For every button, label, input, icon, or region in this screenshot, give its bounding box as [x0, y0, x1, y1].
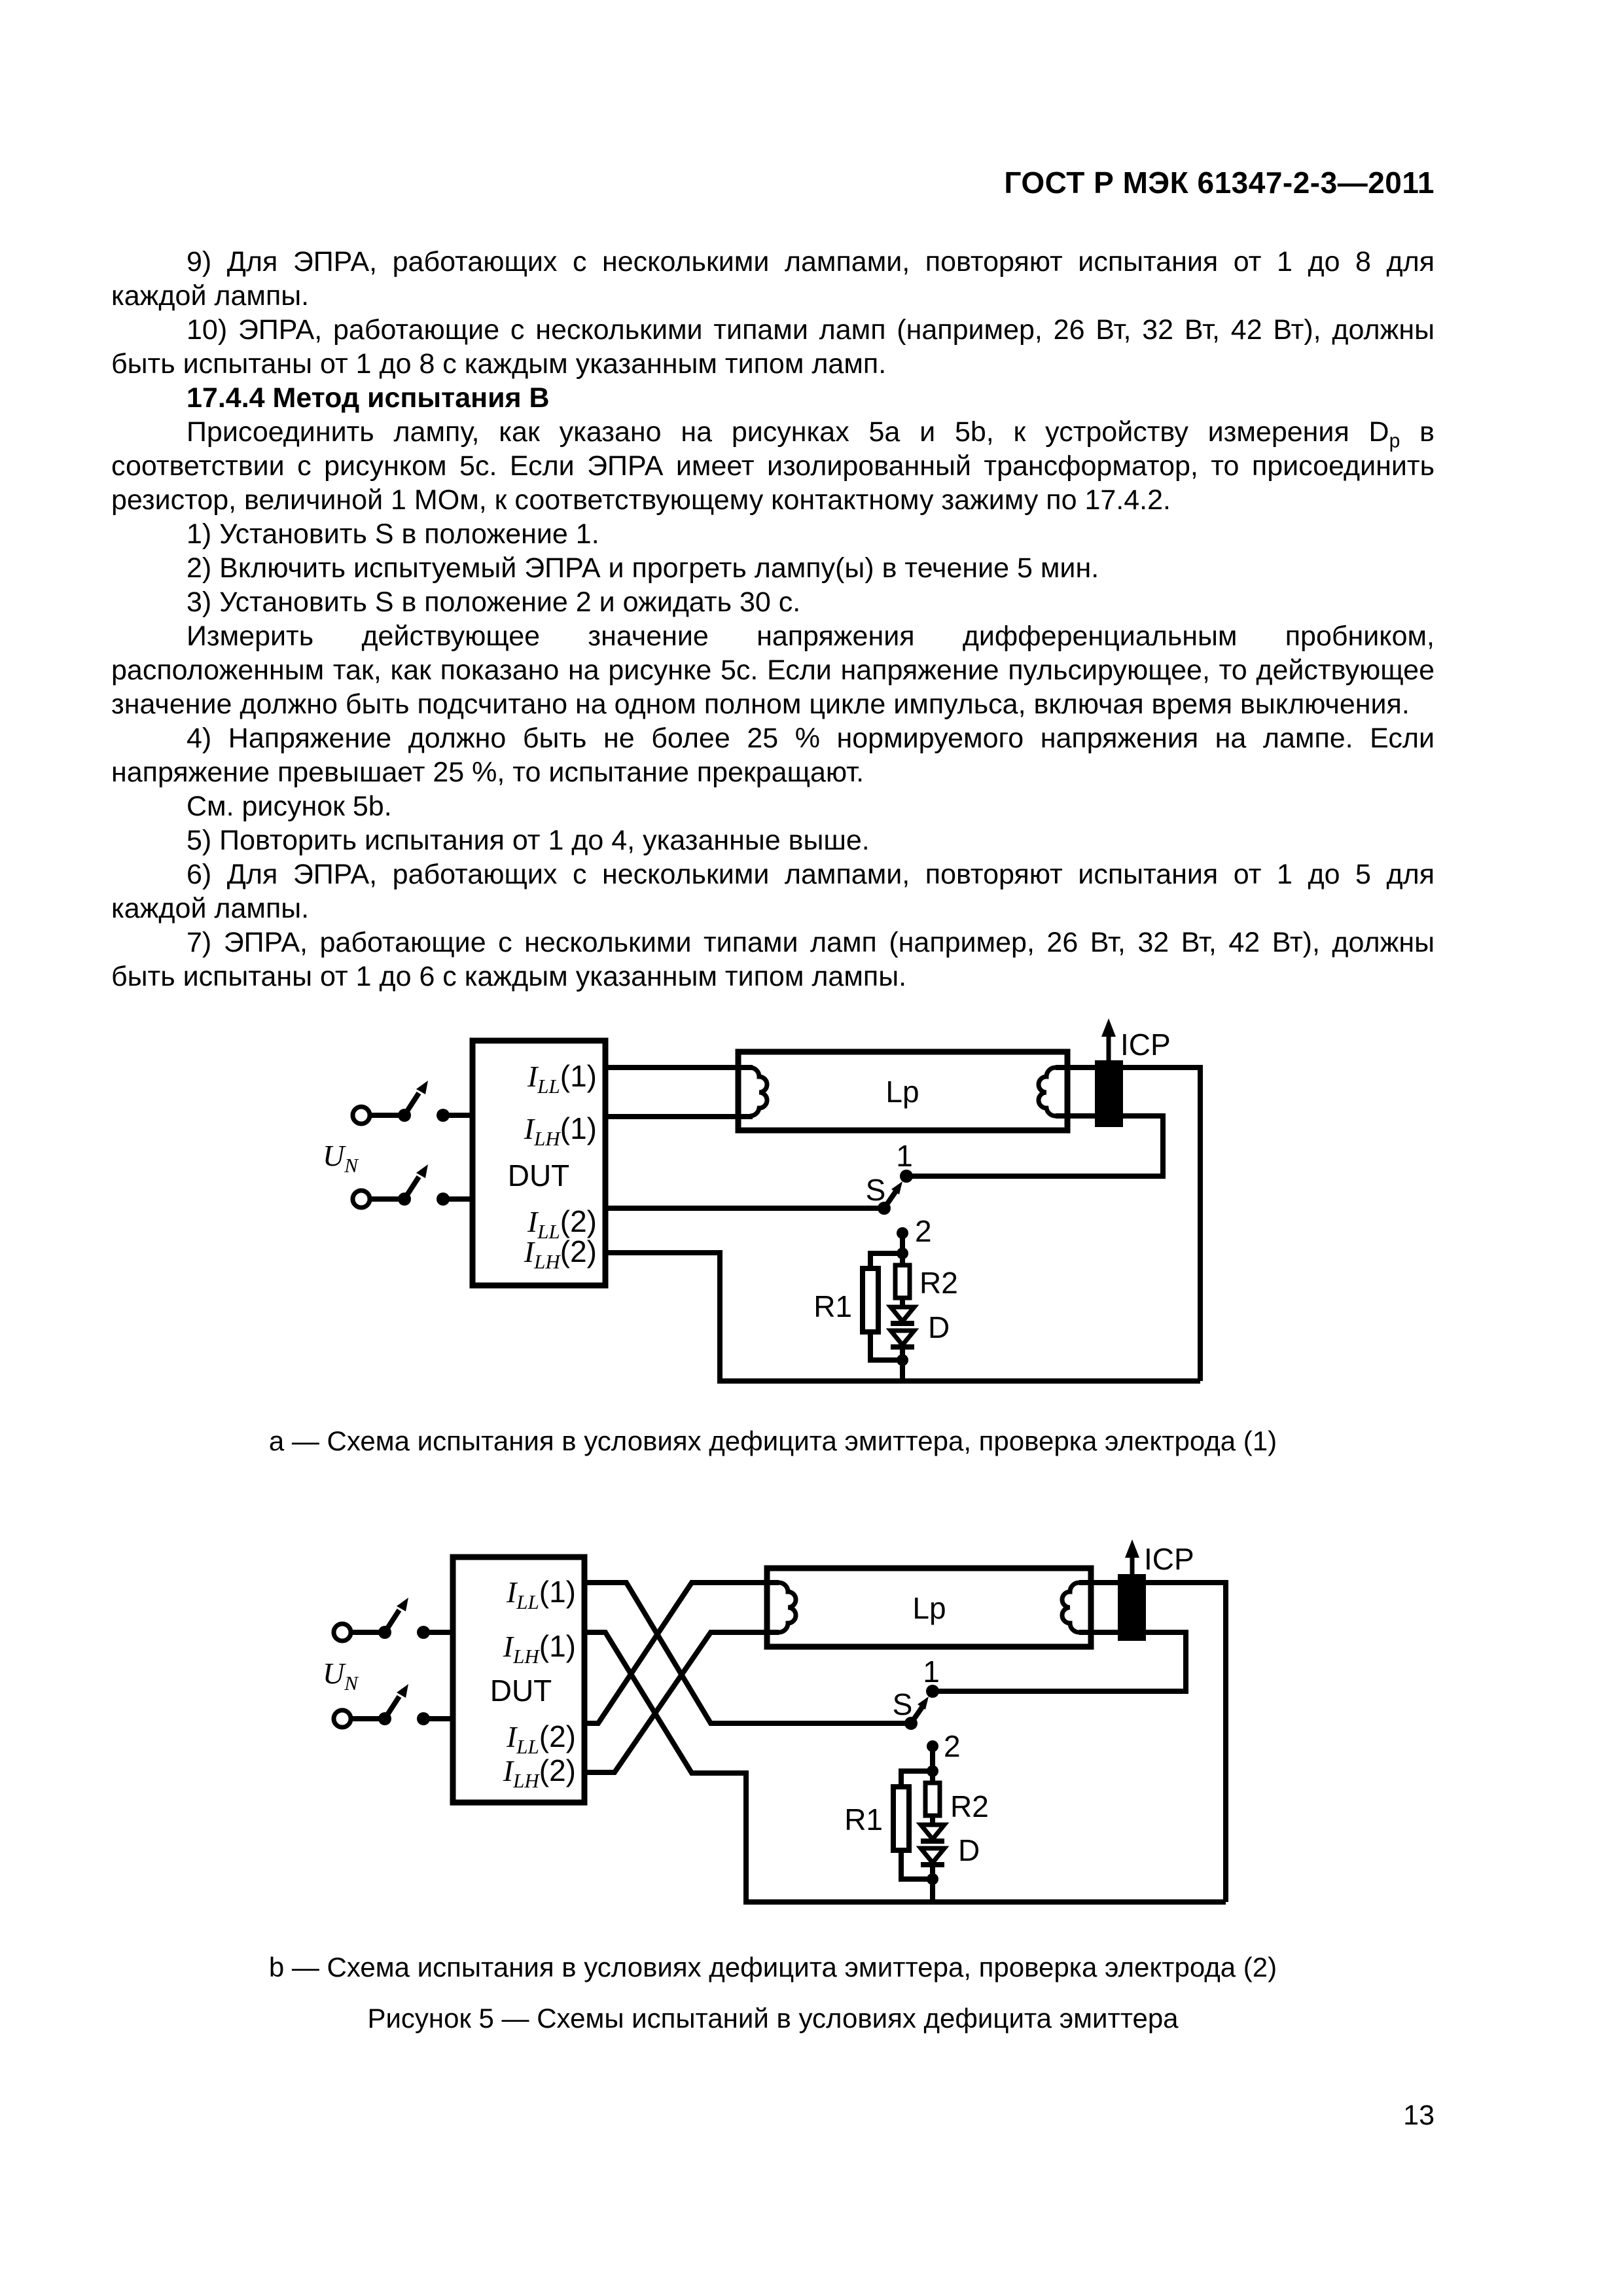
- arrowhead: [397, 1598, 408, 1611]
- resistor-r2: [895, 1265, 910, 1298]
- label-ilh2: $I_{LH}(2)$: [524, 1234, 597, 1273]
- method-text-before: Присоединить лампу, как указано на рисунках 5a и 5b, к устройству измерения D: [187, 416, 1389, 448]
- label-lp: Lp: [885, 1075, 919, 1109]
- step-3: 3) Установить S в положение 2 и ожидать 30 с.: [187, 586, 801, 618]
- label-d: D: [958, 1833, 980, 1867]
- d-subscript: p: [1389, 430, 1400, 452]
- step-5: 5) Повторить испытания от 1 до 4, указанные выше.: [187, 825, 870, 856]
- body-text: [111, 245, 1435, 994]
- label-ill2: $I_{LL}(2)$: [506, 1719, 576, 1758]
- paragraph-10: 10) ЭПРА, работающие с несколькими типами ламп (например, 26 Вт, 32 Вт, 42 Вт), должны быть испытаны от 1 до 8 с каждым указанным типом ламп.: [111, 314, 1435, 380]
- label-un: $U_N$: [323, 1657, 358, 1695]
- input-terminal-bottom: [353, 1191, 370, 1208]
- resistor-r2: [925, 1783, 940, 1816]
- arrowhead: [416, 1164, 428, 1178]
- label-ilh2: $I_{LH}(2)$: [503, 1753, 576, 1792]
- icp-current-probe: [1095, 1060, 1123, 1127]
- diode-d: [921, 1825, 944, 1865]
- diode-d: [891, 1307, 914, 1347]
- label-r2: R2: [950, 1789, 989, 1823]
- circuit-diagram-b: [314, 1532, 1243, 1924]
- label-un: $U_N$: [323, 1139, 358, 1177]
- label-r1: R1: [844, 1803, 883, 1837]
- label-pos2: 2: [944, 1729, 961, 1763]
- label-ilh1: $I_{LH}(1)$: [524, 1111, 597, 1150]
- circuit-diagram-a: [314, 1008, 1230, 1394]
- label-switch-s: S: [865, 1173, 886, 1207]
- method-text-after: в соответствии с рисунком 5c. Если ЭПРА имеет изолированный трансформатор, то присоединить резистор, величиной 1 МОм, к соответствующему контактному зажиму по 17.4.2.: [111, 416, 1435, 516]
- switch-contact-2: [897, 1227, 908, 1239]
- input-terminal-bottom: [334, 1710, 351, 1727]
- heading-17-4-4: 17.4.4 Метод испытания В: [187, 382, 550, 414]
- page-number: 13: [1403, 2100, 1435, 2131]
- label-ill1: $I_{LL}(1)$: [506, 1575, 576, 1613]
- page-header: ГОСТ Р МЭК 61347-2-3—2011: [1004, 166, 1435, 200]
- resistor-r1: [893, 1787, 909, 1850]
- arrowhead: [397, 1684, 408, 1698]
- step-1: 1) Установить S в положение 1.: [187, 518, 599, 550]
- label-icp: ICP: [1144, 1542, 1194, 1576]
- label-dut: DUT: [490, 1674, 552, 1708]
- caption-subfigure-a: a — Схема испытания в условиях дефицита эмиттера, проверка электрода (1): [268, 1426, 1277, 1456]
- label-pos2: 2: [915, 1214, 932, 1248]
- label-ill2: $I_{LL}(2)$: [527, 1204, 597, 1243]
- input-terminal-top: [353, 1107, 370, 1124]
- label-r2: R2: [919, 1266, 958, 1300]
- label-switch-s: S: [892, 1687, 913, 1721]
- label-icp: ICP: [1120, 1028, 1171, 1062]
- step-2: 2) Включить испытуемый ЭПРА и прогреть лампу(ы) в течение 5 мин.: [187, 552, 1099, 584]
- label-ilh1: $I_{LH}(1)$: [503, 1629, 576, 1668]
- icp-arrowhead: [1125, 1539, 1139, 1558]
- label-d: D: [928, 1310, 950, 1344]
- cross-wire-3: [584, 1583, 779, 1723]
- paragraph-method-b: [111, 415, 1435, 517]
- label-pos1: 1: [923, 1655, 940, 1689]
- switch-contact-2: [927, 1740, 938, 1752]
- step-6: 6) Для ЭПРА, работающих с несколькими лампами, повторяют испытания от 1 до 5 для каждой лампы.: [111, 859, 1435, 924]
- icp-arrowhead: [1101, 1018, 1116, 1037]
- caption-figure-5: Рисунок 5 — Схемы испытаний в условиях дефицита эмиттера: [367, 2003, 1179, 2034]
- arrowhead: [416, 1081, 428, 1094]
- input-terminal-top: [334, 1624, 351, 1641]
- label-lp: Lp: [912, 1591, 946, 1625]
- paragraph-measure: Измерить действующее значение напряжения дифференциальным пробником, расположенным так, как показано на рисунке 5c. Если напряжение пульсирующее, то действующее значение должно быть подсчитано на одном полном цикле импульса, включая время выключения.: [111, 620, 1435, 720]
- caption-subfigure-b: b — Схема испытания в условиях дефицита эмиттера, проверка электрода (2): [268, 1952, 1277, 1982]
- icp-current-probe: [1118, 1574, 1146, 1641]
- paragraph-see-5b: См. рисунок 5b.: [187, 791, 392, 822]
- resistor-r1: [863, 1268, 878, 1332]
- label-ill1: $I_{LL}(1)$: [527, 1059, 597, 1098]
- label-dut: DUT: [507, 1158, 570, 1193]
- label-r1: R1: [813, 1289, 852, 1323]
- step-7: 7) ЭПРА, работающие с несколькими типами ламп (например, 26 Вт, 32 Вт, 42 Вт), должны быть испытаны от 1 до 6 с каждым указанным типом лампы.: [111, 927, 1435, 992]
- label-pos1: 1: [896, 1139, 913, 1173]
- step-4: 4) Напряжение должно быть не более 25 % нормируемого напряжения на лампе. Если напряжение превышает 25 %, то испытание прекращают.: [111, 723, 1435, 788]
- paragraph-9: 9) Для ЭПРА, работающих с несколькими лампами, повторяют испытания от 1 до 8 для каждой лампы.: [111, 246, 1435, 312]
